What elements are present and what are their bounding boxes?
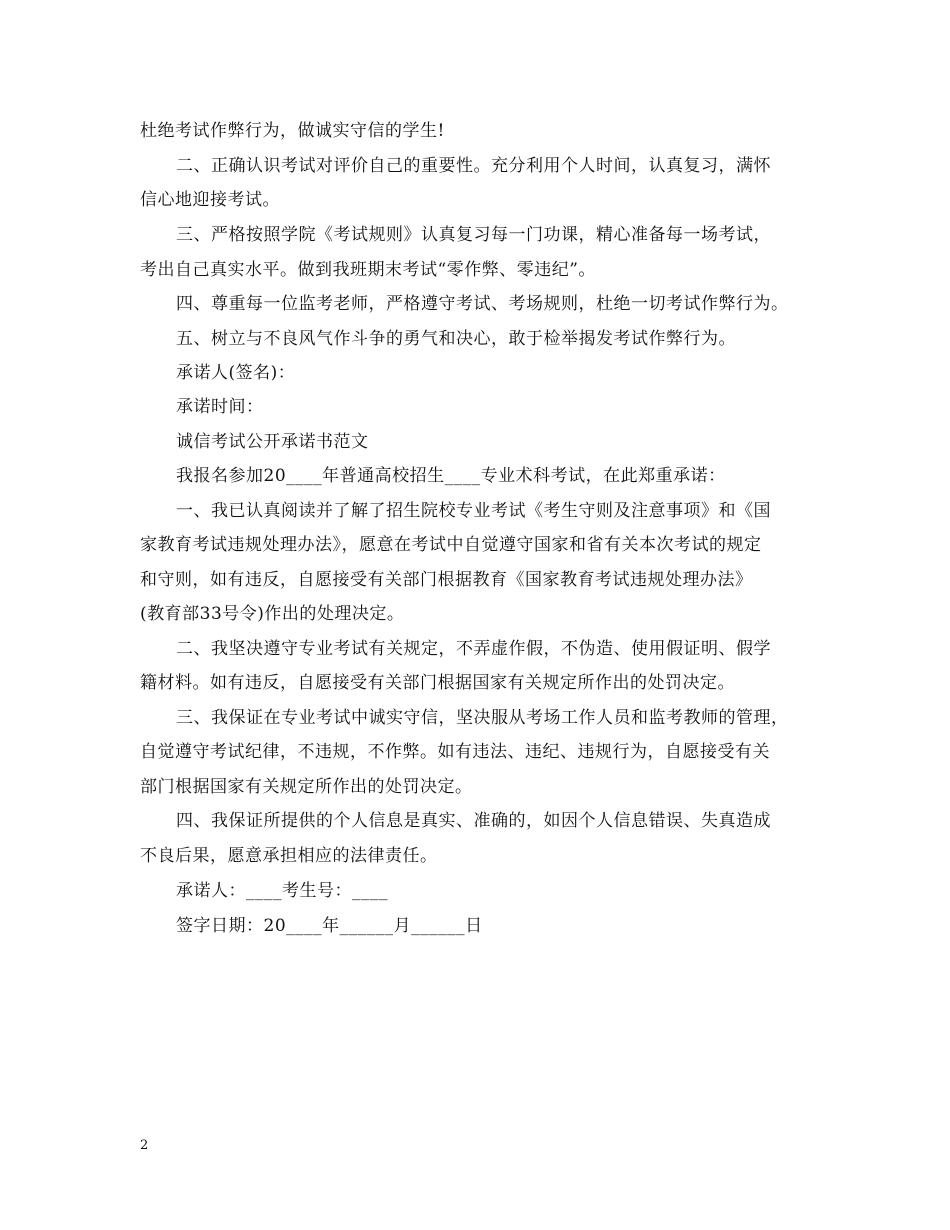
text-line: 四、我保证所提供的个人信息是真实、准确的，如因个人信息错误、失真造成	[176, 811, 771, 831]
text-line: 签字日期：20____年______月______日	[176, 916, 483, 936]
text-line: 考出自己真实水平。做到我班期末考试“零作弊、零违纪”。	[140, 260, 596, 280]
text-line: 二、我坚决遵守专业考试有关规定，不弄虚作假，不伪造、使用假证明、假学	[176, 639, 771, 659]
text-line: 二、正确认识考试对评价自己的重要性。充分利用个人时间，认真复习，满怀	[176, 156, 771, 176]
text-line: 家教育考试违规处理办法》，愿意在考试中自觉遵守国家和省有关本次考试的规定	[140, 535, 762, 555]
text-line: 信心地迎接考试。	[140, 190, 280, 210]
text-line: 籍材料。如有违反，自愿接受有关部门根据国家有关规定所作出的处罚决定。	[140, 673, 735, 693]
text-line: 五、树立与不良风气作斗争的勇气和决心，敢于检举揭发考试作弊行为。	[176, 329, 736, 349]
text-line: 承诺人(签名)：	[176, 363, 296, 383]
text-line: (教育部33号令)作出的处理决定。	[140, 604, 405, 624]
text-line: 不良后果，愿意承担相应的法律责任。	[140, 846, 438, 866]
text-line: 承诺人：____考生号：____	[176, 881, 388, 901]
text-line: 承诺时间：	[176, 397, 264, 417]
text-line: 自觉遵守考试纪律，不违规，不作弊。如有违法、违纪、违规行为，自愿接受有关	[140, 742, 770, 762]
text-line: 一、我已认真阅读并了解了招生院校专业考试《考生守则及注意事项》和《国	[176, 501, 771, 521]
text-line: 四、尊重每一位监考老师，严格遵守考试、考场规则，杜绝一切考试作弊行为。	[176, 294, 789, 314]
text-line: 部门根据国家有关规定所作出的处罚决定。	[140, 777, 473, 797]
text-line: 我报名参加20____年普通高校招生____专业术科考试，在此郑重承诺：	[176, 466, 726, 486]
text-line: 杜绝考试作弊行为，做诚实守信的学生!	[140, 121, 445, 141]
text-line: 三、严格按照学院《考试规则》认真复习每一门功课，精心准备每一场考试，	[176, 225, 771, 245]
text-line: 和守则，如有违反，自愿接受有关部门根据教育《国家教育考试违规处理办法》	[140, 570, 753, 590]
text-line: 三、我保证在专业考试中诚实守信，坚决服从考场工作人员和监考教师的管理，	[176, 708, 789, 728]
section-title: 诚信考试公开承诺书范文	[176, 432, 369, 452]
page-number: 2	[140, 1138, 149, 1153]
